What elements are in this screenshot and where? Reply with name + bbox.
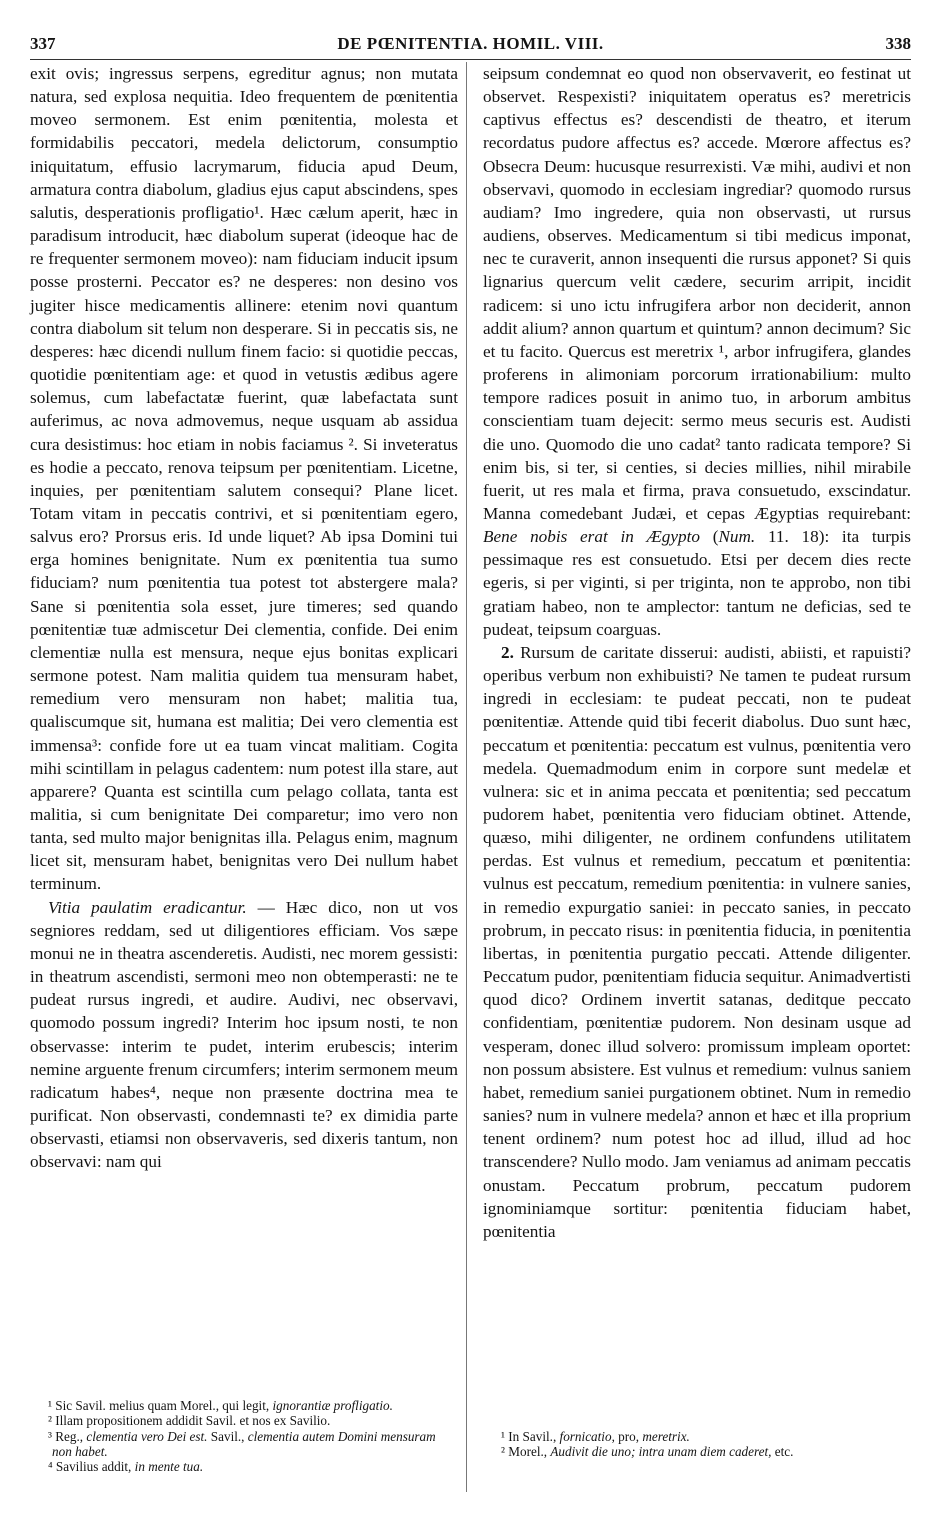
footnote-text: Sic Savil. melius quam Morel., qui legit, bbox=[51, 1398, 273, 1413]
footnote-text: ⁴ Savilius addit, bbox=[48, 1459, 135, 1475]
running-head bbox=[30, 34, 911, 58]
footnote-text: ³ Reg., bbox=[48, 1428, 87, 1444]
left-column bbox=[30, 62, 458, 1174]
footnote-text: Savil., bbox=[207, 1428, 248, 1444]
right-paragraph-2-text: Rursum de caritate disserui: audisti, abiisti, et rapuisti? operibus verbum non exhibuisti? Ne tamen te pudeat rursum ingredi in ecclesiam: te pudeat peccati, non te pudeat pœnitentiæ. Attende quid tibi fecerit diabolus. Duo sunt hæc, peccatum et pœnitentia: peccatum est vulnus, pœnitentia vero medela. Quemadmodum enim in corpore sunt medelæ et vulnera: sic et in anima peccata et pœnitentia; sed peccatum pudorem habet, pœnitentia vero fiduciam obtinet. Attende, quæso, mihi diligenter, ne ordinem confundens utilitatem perdas. Est vulnus et remedium, peccatum et pœnitentia: vulnus est peccatum, remedium pœnitentia: in vulnere sanies, in remedio expurgatio saniei: in peccato sanies, in peccato probrum, in peccato risus: in pœnitentia fiducia, in pœnitentia libertas, in pœnitentia purgatio peccati. Attende diligenter. Peccatum pudor, pœnitentiam fiducia sequitur. Animadvertisti quod dico? Ordinem invertit satanas, deditque peccato confidentiam, pœnitentiæ pudorem. Non desinam usque ad vesperam, donec illud solvero: promissum impleam oportet: non possum absistere. Est vulnus et remedium: vulnus saniem habet, remedium saniei purgationem obtinet. Num in remedio sanies? num in vulnere medela? annon et hæc et illa proprium tenent ordinem? num potest hoc ad illud, illud ad hoc transcendere? Nullo modo. Jam veniamus ad animam peccatis onustam. Peccatum probrum, peccatum pudorem ignominiamque sortitur: pœnitentia fiduciam habet, pœnitentia bbox=[483, 642, 911, 1241]
left-paragraph-2-text: Hæc dico, non ut vos segniores reddam, sed ut diligentiores efficiam. Vos sæpe monui ne in theatra ascenderetis. Audisti, nec morem gessisti: in theatrum ascendisti, sermoni meo non obtemperasti: ne te pudeat rursus ingredi, et audire. Audivi, nec observavi, quomodo possum ingredi? Interim hoc ipsum nosti, te non observasse: interim te pudet, interim erubescis; interim nemine arguente frenum circumfers; interim sermonem meum radicatum habes⁴, neque non præsente doctrina mea te purificat. Non observasti, condemnasti te? ex dimidia parte observasti, etiamsi non observaveris, sed dixeris tantum, non observavi: nam qui bbox=[30, 897, 459, 1172]
footnote-r1 bbox=[483, 1429, 911, 1444]
heading-dash: — bbox=[246, 897, 286, 917]
right-paragraph-1-tail: ): ita turpis pessimaque res est consuetudo. Etsi per decem dies recte egeris, si per viginti, si per triginta, non te approbo, non tibi gratiam habeo, non te amplector: tantum ne deficias, sed te pudeat, teipsum coarguas. bbox=[483, 527, 911, 639]
right-paragraph-1 bbox=[483, 62, 911, 641]
scripture-ref: Num. bbox=[718, 527, 756, 547]
footnote-2: ² Illam propositionem addidit Savil. et nos ex Savilio. bbox=[48, 1413, 331, 1429]
footnote-text: ² Morel., bbox=[501, 1444, 551, 1460]
footnote-italic: fornicatio bbox=[559, 1429, 612, 1444]
ref-open: ( bbox=[700, 527, 719, 547]
footnote-r2 bbox=[483, 1444, 911, 1459]
footnote-text: ¹ In Savil., bbox=[501, 1429, 560, 1444]
page-number-left: 337 bbox=[30, 34, 56, 53]
running-title: DE PŒNITENTIA. HOMIL. VIII. bbox=[337, 34, 604, 53]
footnote-italic: ignorantiæ profligatio. bbox=[272, 1398, 393, 1413]
footnote-3 bbox=[30, 1429, 450, 1460]
left-paragraph-2 bbox=[30, 896, 458, 1174]
footnote-text: etc. bbox=[771, 1444, 794, 1460]
left-paragraph-1: exit ovis; ingressus serpens, egreditur agnus; non mutata natura, sed explosa nequitia. Ideo frequentem de pœnitentia moveo sermonem. Est enim pœnitentia, molesta et formidabilis peccatori, medela delictorum, consumptio iniquitatum, effusio lacrymarum, fiducia apud Deum, armatura contra diabolum, gladius ejus caput abscindens, spes salutis, desperationis profligatio¹. Hæc cælum aperit, hæc in paradisum introducit, hæc diabolum superat (ideoque hac de re frequenter sermonem moveo): nam fiduciam inducit ipsum posse prosterni. Peccator es? ne desperes: non desino vos jugiter hisce medicamentis allinere: etenim novi quantum contra diabolum sit telum non desperare. Si in peccatis sis, ne desperes: hæc dicendi nullum finem facio: si quotidie peccas, quotidie pœnitentiam age: et quod in vetustis ædibus agere solemus, cum labefactatæ fuerint, quæ labefactata sunt auferimus, ac nova admovemus, neque usquam ab assidua cura desistimus: hoc etiam in nobis faciamus ². Si inveteratus es hodie a peccato, renova teipsum per pœnitentiam. Licetne, inquies, per pœnitentiam salutem consequi? Plane licet. Totam vitam in peccatis contrivi, et si pœnitentiam egero, salvus ero? Prorsus eris. Id unde liquet? Ab ipsa Domini tui erga homines benignitate. Num ex pœnitentia tua sumo fiduciam? num pœnitentia tua potest tot abstergere mala? Sane si pœnitentia sola esset, jure timeres; sed quando pœnitentiæ tuæ admiscetur Dei clementia, confide. Dei enim clementiæ nulla est mensura, neque ejus bonitas explicari sermone potest. Nam malitia quidem tua mensuram habet, remedium vero mensuram non habet; malitia tua, qualiscumque sit, humana est malitia; Dei vero clementia est immensa³: confide fore ut ea tuam vincat malitiam. Cogita mihi scintillam in pelagus cadentem: num potest illa stare, aut apparere? Quanta est scintilla cum pelago collata, tanta est malitia, si cum benignitate Dei comparetur; imo vero non tanta, sed multo major benignitas illa. Pelagus enim, magnum licet sit, mensuram habet, benignitas vero Dei nullum habet terminum. bbox=[30, 64, 458, 894]
footnote-italic: Audivit die uno; intra unam diem caderet, bbox=[550, 1444, 772, 1460]
footnotes-left bbox=[30, 1398, 450, 1474]
header-rule bbox=[30, 59, 911, 60]
footnote-4 bbox=[30, 1459, 450, 1474]
section-number: 2. bbox=[501, 642, 514, 662]
right-paragraph-2 bbox=[483, 641, 911, 1243]
column-divider bbox=[466, 62, 467, 1492]
scripture-ref-number: 11. 18 bbox=[755, 527, 819, 547]
footnotes-right bbox=[483, 1429, 911, 1460]
right-column bbox=[483, 62, 911, 1243]
page-number-right: 338 bbox=[885, 34, 911, 53]
section-heading: Vitia paulatim eradicantur. bbox=[48, 897, 247, 917]
footnote-1 bbox=[30, 1398, 450, 1413]
footnote-italic: in mente tua. bbox=[134, 1459, 204, 1475]
right-paragraph-1-text: seipsum condemnat eo quod non observaverit, eo festinat ut observet. Respexisti? iniquitatem operatus es? meretricis captivus effectus es? descendisti de theatro, et iterum recordatus pudore affectus es? accede. Mœrore affectus es? Obsecra Deum: hucusque resurrexisti. Væ mihi, audivi et non observavi, quomodo in ecclesiam ingrediar? quomodo rursus audiam? Imo ingredere, quia non observasti, ut rursus audiens, observes. Medicamentum si tibi medicus imponat, nec te curaverit, annon insequenti die rursus apponet? Si quis lignarius quercum velit cædere, securim arripit, incidit radicem: si uno ictu infrugifera arbor non deciderit, annon addit alium? annon quartum et quintum? annon decimum? Sic et tu facito. Quercus est meretrix ¹, arbor infrugifera, glandes proferens in alimoniam porcorum irrationabilium: multo tempore radices posuit in animo tuo, in arborum ambitus conscientiam tuam dejecit: sermo meus securis est. Audisti die uno. Quomodo die uno cadat² tanto radicata tempore? Si enim bis, si ter, si centies, si decies millies, nihil mirabile fuerit, ut res mala et firma, prava consuetudo, exscindatur. Manna comedebant Judæi, et cepas Ægyptias requirebant: bbox=[483, 64, 911, 523]
scripture-quote: Bene nobis erat in Ægypto bbox=[483, 527, 700, 547]
footnote-text: , pro, bbox=[611, 1429, 643, 1444]
footnote-italic: meretrix. bbox=[642, 1429, 690, 1444]
footnote-italic: clementia autem Domini mensuram non habet. bbox=[52, 1428, 436, 1459]
footnote-mark: ¹ bbox=[48, 1398, 52, 1413]
footnote-italic: clementia vero Dei est. bbox=[86, 1428, 208, 1444]
